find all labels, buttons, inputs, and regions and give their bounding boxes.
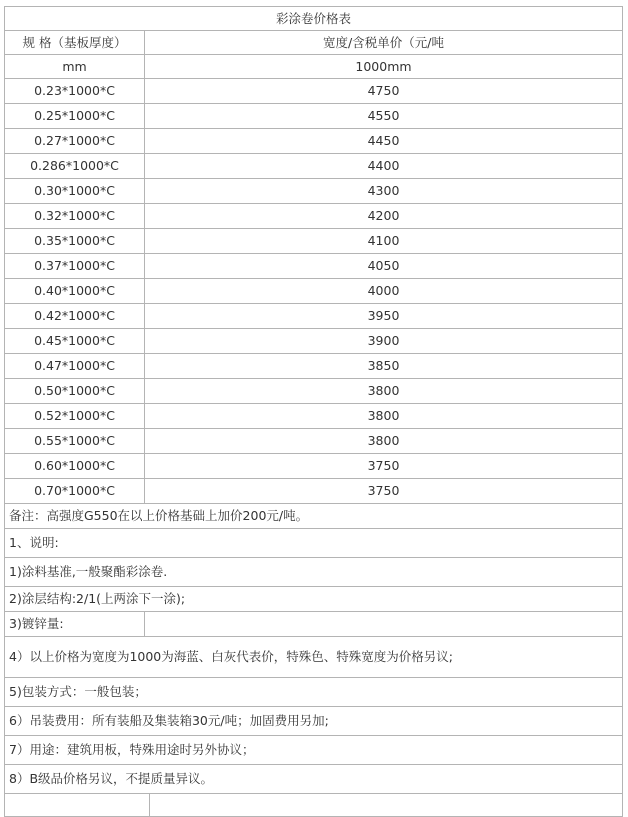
table-row (5, 229, 623, 254)
table-title: 彩涂卷价格表 (5, 7, 623, 31)
spec-cell: 0.55*1000*C (5, 429, 145, 454)
note-row (5, 529, 623, 558)
price-cell: 3800 (145, 429, 623, 454)
note-row (5, 504, 623, 529)
title-row (5, 7, 623, 31)
note-row (5, 612, 623, 637)
price-cell: 3900 (145, 329, 623, 354)
table-row (5, 179, 623, 204)
spec-cell: 0.45*1000*C (5, 329, 145, 354)
spec-header: 规 格（基板厚度） (5, 31, 145, 55)
note-3-value (145, 612, 623, 637)
spec-unit: mm (5, 55, 145, 79)
table-row (5, 304, 623, 329)
price-cell: 4050 (145, 254, 623, 279)
price-cell: 3750 (145, 454, 623, 479)
price-sheet (4, 6, 623, 817)
note-5: 5)包装方式：一般包装； (5, 678, 623, 707)
spec-cell: 0.25*1000*C (5, 104, 145, 129)
spec-cell: 0.37*1000*C (5, 254, 145, 279)
price-cell: 4450 (145, 129, 623, 154)
spec-cell: 0.47*1000*C (5, 354, 145, 379)
table-row (5, 204, 623, 229)
note-1: 1)涂料基准,一般聚酯彩涂卷. (5, 558, 623, 587)
note-7: 7）用途：建筑用板，特殊用途时另外协议； (5, 736, 623, 765)
table-row (5, 479, 623, 504)
note-row (5, 637, 623, 678)
table-row (5, 404, 623, 429)
note-8: 8）B级品价格另议，不提质量异议。 (5, 765, 623, 794)
price-cell: 3950 (145, 304, 623, 329)
spec-cell: 0.35*1000*C (5, 229, 145, 254)
table-row (5, 454, 623, 479)
note-6: 6）吊装费用：所有装船及集装箱30元/吨；加固费用另加; (5, 707, 623, 736)
price-cell: 3800 (145, 404, 623, 429)
empty-cell (5, 794, 150, 817)
price-cell: 3800 (145, 379, 623, 404)
spec-cell: 0.52*1000*C (5, 404, 145, 429)
price-cell: 4400 (145, 154, 623, 179)
note-row (5, 558, 623, 587)
price-cell: 4550 (145, 104, 623, 129)
table-row (5, 379, 623, 404)
table-row (5, 154, 623, 179)
spec-cell: 0.70*1000*C (5, 479, 145, 504)
note-row (5, 678, 623, 707)
spec-cell: 0.40*1000*C (5, 279, 145, 304)
width-value: 1000mm (145, 55, 623, 79)
header-row-2 (5, 55, 623, 79)
note-2: 2)涂层结构:2/1(上两涂下一涂); (5, 587, 623, 612)
price-cell: 4200 (145, 204, 623, 229)
price-cell: 4000 (145, 279, 623, 304)
price-header: 宽度/含税单价（元/吨 (145, 31, 623, 55)
spec-cell: 0.42*1000*C (5, 304, 145, 329)
spec-cell: 0.27*1000*C (5, 129, 145, 154)
remark-note: 备注：高强度G550在以上价格基础上加价200元/吨。 (5, 504, 623, 529)
spec-cell: 0.23*1000*C (5, 79, 145, 104)
price-cell: 3850 (145, 354, 623, 379)
explain-heading: 1、说明: (5, 529, 623, 558)
table-row (5, 129, 623, 154)
spec-cell: 0.286*1000*C (5, 154, 145, 179)
header-row-1 (5, 31, 623, 55)
table-row (5, 429, 623, 454)
price-cell: 4300 (145, 179, 623, 204)
note-row (5, 587, 623, 612)
table-row (5, 354, 623, 379)
table-row (5, 254, 623, 279)
table-row (5, 279, 623, 304)
table-row (5, 104, 623, 129)
spec-cell: 0.30*1000*C (5, 179, 145, 204)
note-row (5, 765, 623, 794)
note-row (5, 736, 623, 765)
spec-cell: 0.60*1000*C (5, 454, 145, 479)
table-row (5, 79, 623, 104)
price-cell: 4100 (145, 229, 623, 254)
empty-cell (150, 794, 623, 817)
empty-row (5, 794, 623, 817)
spec-cell: 0.32*1000*C (5, 204, 145, 229)
price-cell: 4750 (145, 79, 623, 104)
price-cell: 3750 (145, 479, 623, 504)
note-4: 4）以上价格为宽度为1000为海蓝、白灰代表价，特殊色、特殊宽度为价格另议; (5, 637, 623, 678)
table-row (5, 329, 623, 354)
spec-cell: 0.50*1000*C (5, 379, 145, 404)
note-3: 3)镀锌量: (5, 612, 145, 637)
price-table (4, 6, 623, 817)
note-row (5, 707, 623, 736)
